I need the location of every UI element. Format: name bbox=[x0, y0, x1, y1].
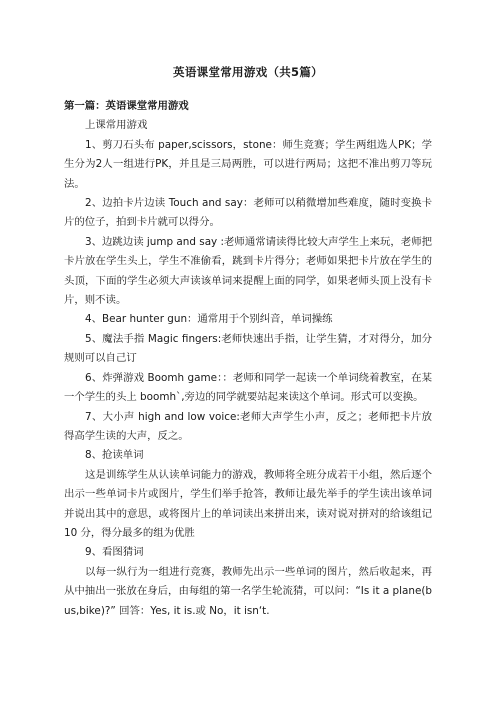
document-title: 英语课堂常用游戏（共5篇） bbox=[173, 65, 323, 79]
paragraph-3: 3、边跳边读 jump and say :老师通常请读得比较大声学生上来玩，老师把卡片放在学生头上，学生不准偷看，跳到卡片得分；老师如果把卡片放在学生的头顶，下面的学生必须大声读该单词来提醒上面的同学，如果老师头顶上没有卡片，则不读。 bbox=[64, 235, 432, 307]
section-heading: 第一篇：英语课堂常用游戏 bbox=[64, 100, 189, 112]
paragraph-1: 1、剪刀石头布 paper,scissors，stone：师生竞赛；学生两组选人PK；学生分为2人一组进行PK，并且是三局两胜，可以进行两局；这把不准出剪刀等玩法。 bbox=[64, 138, 432, 190]
paragraph-5: 5、魔法手指 Magic fingers:老师快速出手指，让学生猜，才对得分，加分规则可以自己订 bbox=[64, 332, 432, 365]
paragraph-4: 4、Bear hunter gun：通常用于个别纠音，单词操练 bbox=[85, 313, 333, 326]
paragraph-11: 以每一纵行为一组进行竞赛，教师先出示一些单词的图片，然后收起来，再从中抽出一张放在身后，由每组的第一名学生轮流猜，可以问：“Is it a plane(bus,bike)?” 回答：Yes, it is.或 No，it isn‘t. bbox=[64, 565, 432, 617]
paragraph-8: 8、抢读单词 bbox=[85, 449, 144, 462]
paragraph-9: 这是训练学生从认读单词能力的游戏，教师将全班分成若干小组，然后逐个出示一些单词卡片或图片，学生们举手抢答，教师让最先举手的学生读出该单词并说出其中的意思，或将图片上的单词读出来拼出来，读对说对拼对的给该组记 10 分，得分最多的组为优胜 bbox=[64, 468, 432, 539]
document-body bbox=[64, 97, 432, 621]
subheading: 上课常用游戏 bbox=[85, 119, 148, 132]
paragraph-2: 2、边拍卡片边读 Touch and say：老师可以稍微增加些难度，随时变换卡片的位子，拍到卡片就可以得分。 bbox=[64, 197, 432, 229]
paragraph-6: 6、炸弹游戏 Boomh game：：老师和同学一起读一个单词绕着教室，在某一个学生的头上 boomh`,旁边的同学就要站起来读这个单词。形式可以变换。 bbox=[64, 371, 432, 404]
paragraph-7: 7、大小声 high and low voice:老师大声学生小声，反之；老师把卡片放得高学生读的大声，反之。 bbox=[64, 410, 432, 442]
paragraph-10: 9、看图猜词 bbox=[85, 546, 144, 559]
